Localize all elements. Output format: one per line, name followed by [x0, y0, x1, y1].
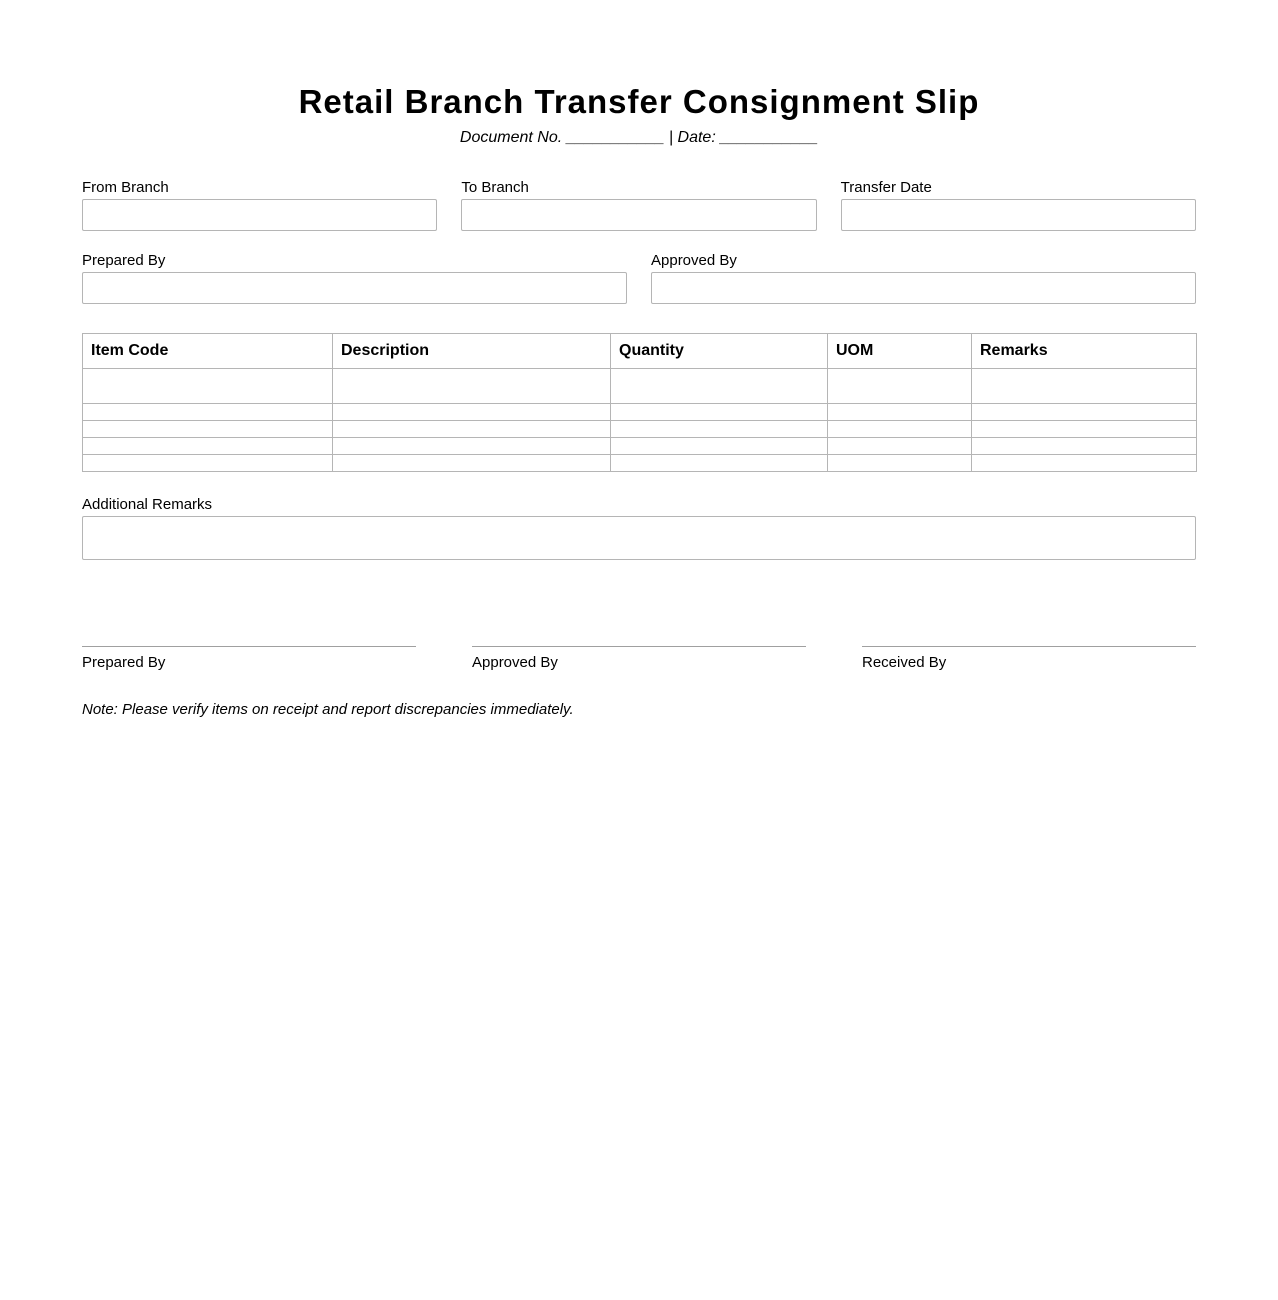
- table-row: [83, 438, 1197, 455]
- item-code-cell[interactable]: [83, 369, 333, 404]
- description-cell[interactable]: [333, 369, 611, 404]
- page-title: Retail Branch Transfer Consignment Slip: [298, 83, 980, 120]
- items-table: [82, 333, 1197, 472]
- received-by-signature-label: Received By: [862, 654, 947, 671]
- from-branch-field: [82, 179, 437, 231]
- remarks-cell[interactable]: [972, 369, 1197, 404]
- to-branch-field: [461, 179, 816, 231]
- prepared-by-signature-label: Prepared By: [82, 654, 166, 671]
- remarks-cell[interactable]: [972, 438, 1197, 455]
- table-row: [83, 455, 1197, 472]
- description-cell[interactable]: [333, 421, 611, 438]
- verification-note: Note: Please verify items on receipt and report discrepancies immediately.: [82, 701, 574, 718]
- document-number-date-line: Document No. ___________ | Date: ___________: [459, 129, 819, 146]
- uom-cell[interactable]: [828, 369, 972, 404]
- remarks-cell[interactable]: [972, 455, 1197, 472]
- prepared-by-signature: [82, 646, 416, 672]
- quantity-cell[interactable]: [611, 455, 828, 472]
- item-code-cell[interactable]: [83, 455, 333, 472]
- column-header-item-code: Item Code: [83, 334, 333, 369]
- item-code-cell[interactable]: [83, 438, 333, 455]
- approved-by-input[interactable]: [651, 272, 1196, 304]
- additional-remarks-label: Additional Remarks: [82, 496, 213, 513]
- approved-by-label: Approved By: [651, 252, 737, 269]
- prepared-by-label: Prepared By: [82, 252, 166, 269]
- quantity-cell[interactable]: [611, 404, 828, 421]
- transfer-date-label: Transfer Date: [840, 179, 932, 196]
- additional-remarks-section: [82, 496, 1196, 560]
- to-branch-input[interactable]: [461, 199, 816, 231]
- item-code-cell[interactable]: [83, 404, 333, 421]
- remarks-cell[interactable]: [972, 404, 1197, 421]
- from-branch-input[interactable]: [82, 199, 437, 231]
- approved-by-signature-label: Approved By: [472, 654, 558, 671]
- remarks-cell[interactable]: [972, 421, 1197, 438]
- branch-details-row: [82, 179, 1196, 231]
- uom-cell[interactable]: [828, 455, 972, 472]
- uom-cell[interactable]: [828, 438, 972, 455]
- quantity-cell[interactable]: [611, 421, 828, 438]
- column-header-remarks: Remarks: [972, 334, 1197, 369]
- description-cell[interactable]: [333, 404, 611, 421]
- transfer-date-field: [841, 179, 1196, 231]
- item-code-cell[interactable]: [83, 421, 333, 438]
- quantity-cell[interactable]: [611, 369, 828, 404]
- column-header-quantity: Quantity: [611, 334, 828, 369]
- transfer-date-input[interactable]: [841, 199, 1196, 231]
- column-header-description: Description: [333, 334, 611, 369]
- to-branch-label: To Branch: [461, 179, 529, 196]
- table-row: [83, 404, 1197, 421]
- approved-by-signature: [472, 646, 806, 672]
- signature-line: [472, 646, 806, 647]
- additional-remarks-textarea[interactable]: [82, 516, 1196, 560]
- quantity-cell[interactable]: [611, 438, 828, 455]
- table-row: [83, 421, 1197, 438]
- signature-line: [82, 646, 416, 647]
- prepared-by-input[interactable]: [82, 272, 627, 304]
- personnel-row: [82, 252, 1196, 304]
- uom-cell[interactable]: [828, 421, 972, 438]
- received-by-signature: [862, 646, 1196, 672]
- uom-cell[interactable]: [828, 404, 972, 421]
- table-row: [83, 369, 1197, 404]
- prepared-by-field: [82, 252, 627, 304]
- description-cell[interactable]: [333, 438, 611, 455]
- approved-by-field: [651, 252, 1196, 304]
- column-header-uom: UOM: [828, 334, 972, 369]
- from-branch-label: From Branch: [82, 179, 169, 196]
- signature-section: [82, 646, 1196, 672]
- table-header-row: [83, 334, 1197, 369]
- signature-line: [862, 646, 1196, 647]
- description-cell[interactable]: [333, 455, 611, 472]
